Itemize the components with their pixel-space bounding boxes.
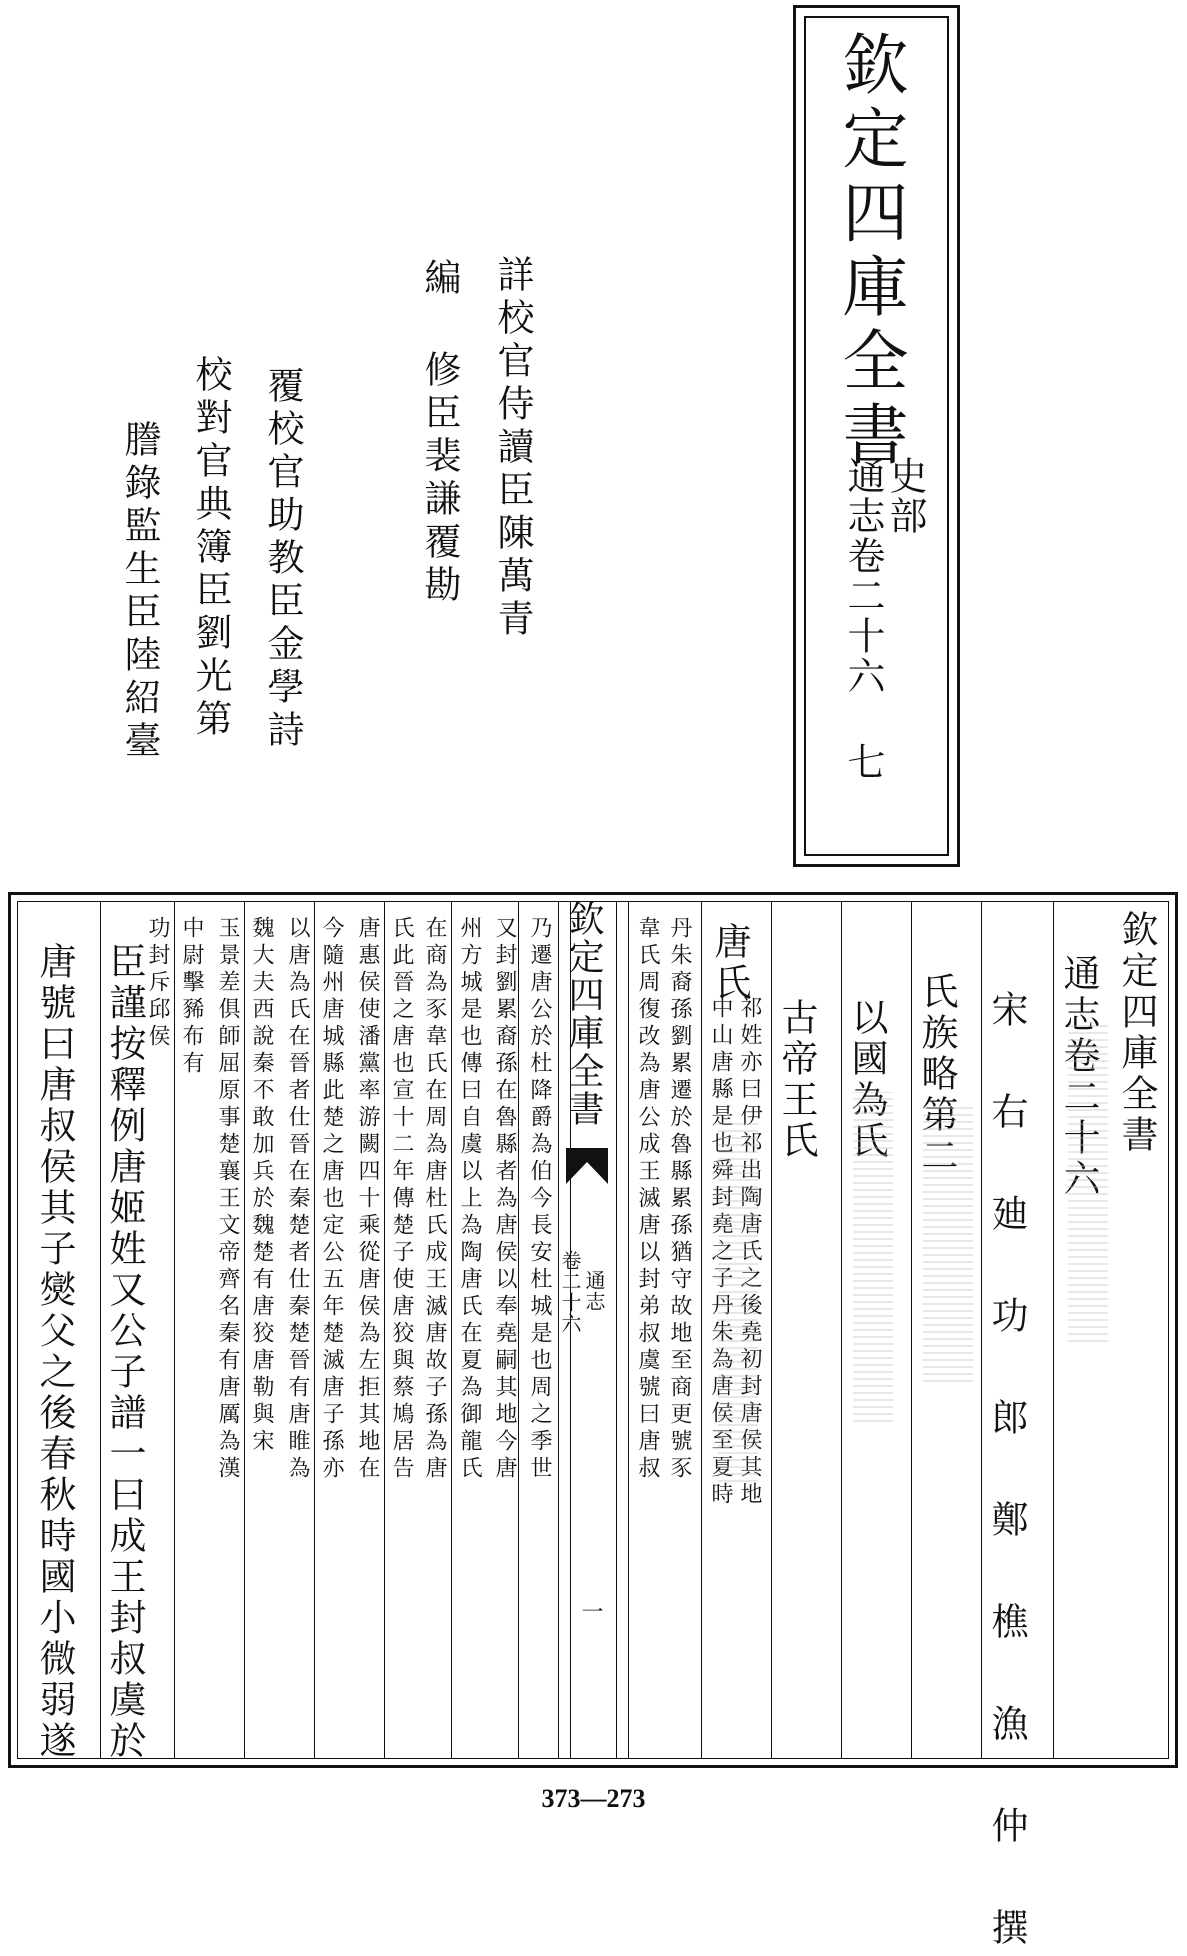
note-column-d: 又封劉累裔孫在魯縣者為唐侯以奉堯嗣其地今唐: [492, 916, 517, 1483]
entry-note-right: 祁姓亦曰伊祁出陶唐氏之後堯初封唐侯其地: [737, 996, 762, 1509]
column-rule: [174, 902, 175, 1758]
column-rule: [981, 902, 982, 1758]
cover-category: 史部: [883, 456, 927, 536]
page-number: 373—273: [541, 1784, 646, 1813]
entry-heading: 唐氏: [708, 922, 751, 1004]
credit-collator: 校對官典簿臣劉光第: [189, 355, 232, 742]
note-column-c: 乃遷唐公於杜降爵為伯今長安杜城是也周之季世: [527, 916, 552, 1483]
cover-title: 欽定四庫全書: [831, 30, 908, 474]
commentary-column-1: 臣謹按釋例唐姬姓又公子譜一曰成王封叔虞於: [103, 942, 146, 1762]
note-column-n: 功封斥邱侯: [145, 916, 170, 1051]
author-line: 宋 右 廸 功 郎 鄭 樵 漁 仲 撰: [985, 990, 1028, 1956]
column-rule: [451, 902, 452, 1758]
cover-label: [793, 5, 960, 867]
paper-scuff: [923, 1102, 973, 1382]
volume-title: 通志卷二十六: [1057, 954, 1100, 1200]
note-column-a: 丹朱裔孫劉累遷於魯縣累孫猶守故地至商更號豕: [667, 916, 692, 1483]
credit-reviewer: 覆校官助教臣金學詩: [261, 366, 304, 753]
column-rule: [1053, 902, 1054, 1758]
gutter-volume: 卷二十六: [558, 1250, 582, 1334]
paper-scuff: [853, 1092, 893, 1422]
subchapter-title: 古帝王氏: [775, 998, 818, 1162]
gutter-rule: [616, 902, 617, 1758]
column-rule: [384, 902, 385, 1758]
chapter-title: 以國為氏: [845, 998, 888, 1162]
gutter-book-name: 通志: [582, 1270, 606, 1312]
credit-proofreader: 詳校官侍讀臣陳萬青: [491, 255, 534, 642]
note-column-i: 今隨州唐城縣此楚之唐也定公五年楚滅唐子孫亦: [319, 916, 344, 1483]
entry-note-left: 中山唐縣是也舜封堯之子丹朱為唐侯至夏時: [708, 996, 733, 1509]
column-rule: [518, 902, 519, 1758]
credit-copyist: 謄錄監生臣陸紹臺: [118, 420, 161, 764]
column-rule: [628, 902, 629, 1758]
note-column-h: 唐惠侯使潘黨率游闕四十乘從唐侯為左拒其地在: [355, 916, 380, 1483]
note-column-m: 中尉擊豨布有: [179, 916, 204, 1078]
fish-tail-mark-icon: [566, 1148, 608, 1184]
column-rule: [841, 902, 842, 1758]
note-column-e: 州方城是也傳曰自虞以上為陶唐氏在夏為御龍氏: [457, 916, 482, 1483]
paper-scuff: [718, 1122, 758, 1482]
column-rule: [911, 902, 912, 1758]
paper-scuff: [1068, 1022, 1108, 1342]
commentary-column-2: 唐號曰唐叔侯其子爕父之後春秋時國小微弱遂: [33, 942, 76, 1762]
cover-volume: 通志卷二十六 七: [841, 456, 885, 782]
note-column-f: 在商為豕韋氏在周為唐杜氏成王滅唐故子孫為唐: [422, 916, 447, 1483]
column-rule: [100, 902, 101, 1758]
gutter-leaf-number: 一: [578, 1600, 603, 1622]
column-rule: [314, 902, 315, 1758]
series-title: 欽定四庫全書: [1115, 910, 1158, 1156]
section-title: 氏族略第二: [915, 972, 958, 1177]
column-rule: [771, 902, 772, 1758]
note-column-b: 韋氏周復改為唐公成王滅唐以封弟叔虞號曰唐叔: [635, 916, 660, 1483]
note-column-g: 氏此晉之唐也宣十二年傳楚子使唐狡與蔡鳩居告: [389, 916, 414, 1483]
note-column-j: 以唐為氏在晉者仕晉在秦楚者仕秦楚晉有唐睢為: [285, 916, 310, 1483]
gutter-title: 欽定四庫全書: [563, 900, 604, 1128]
column-rule: [244, 902, 245, 1758]
credit-editor: 編 修臣裴謙覆勘: [418, 258, 461, 608]
note-column-l: 玉景差俱師屈原事楚襄王文帝齊名秦有唐厲為漢: [215, 916, 240, 1483]
note-column-k: 魏大夫西說秦不敢加兵於魏楚有唐狡唐勒與宋: [249, 916, 274, 1456]
column-rule: [701, 902, 702, 1758]
